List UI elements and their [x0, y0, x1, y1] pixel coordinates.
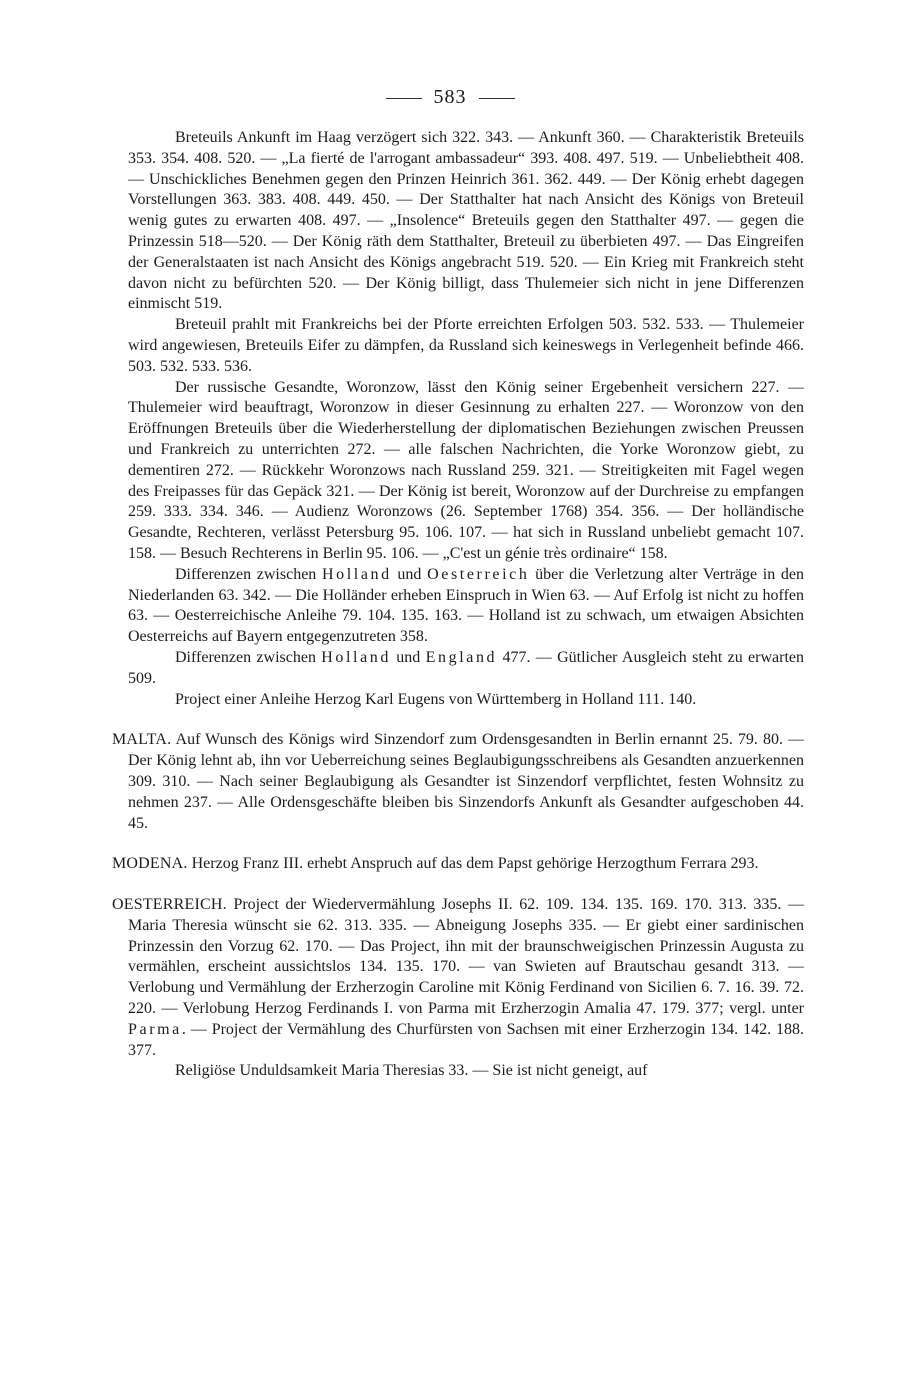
section-gap — [112, 834, 804, 854]
spaced-name: Oesterreich — [427, 565, 530, 583]
text-run: und — [391, 648, 426, 666]
index-text — [112, 128, 805, 1082]
section-gap — [112, 875, 804, 895]
header-rule-right — [479, 98, 515, 99]
text-run: Differenzen zwischen — [175, 648, 322, 666]
entry-heading: OESTERREICH. — [112, 896, 227, 914]
paragraph-breteuil-pforte: Breteuil prahlt mit Frankreichs bei der Pforte erreichten Erfolgen 503. 532. 533. — Thulemeier wird angewiesen, Breteuils Eifer zu dämpfen, da Russland sich keineswegs in Verlegenheit befinde 466. 503. 532. 533. 536. — [128, 316, 804, 375]
spaced-name: Holland — [321, 648, 391, 666]
paragraph-unduldsamkeit: Religiöse Unduldsamkeit Maria Theresias 33. — Sie ist nicht geneigt, auf — [175, 1062, 648, 1080]
header-rule-left — [386, 98, 422, 99]
entry-malta — [112, 730, 804, 834]
entry-text: . — Project der Vermählung des Churfürsten von Sachsen mit einer Erzherzogin 134. 142. 188. 377. — [128, 1020, 804, 1059]
entry-wrap — [112, 730, 804, 1061]
paragraph-woronzow: Der russische Gesandte, Woronzow, lässt den König seiner Ergebenheit versichern 227. — Thulemeier wird beauftragt, Woronzow in dieser Gesinnung zu erhalten 227. — Woronzow von den Eröffnungen Breteuils über die Wiederherstellung der diplomatischen Beziehungen zwischen Preussen und Frankreich zu unterrichten 272. — alle falschen Nachrichten, die Yorke Woronzow giebt, zu dementiren 272. — Rückkehr Woronzows nach Russland 259. 321. — Streitigkeiten mit Fagel wegen des Freipasses für das Gepäck 321. — Der König ist bereit, Woronzow auf der Durchreise zu empfangen 259. 333. 334. 346. — Audienz Woronzows (26. September 1768) 354. 356. — Der holländische Gesandte, Rechteren, verlässt Petersburg 95. 106. 107. — hat sich in Russland unbeliebt gemacht 107. 158. — Besuch Rechterens in Berlin 95. 106. — „C'est un génie très ordinaire“ 158. — [128, 378, 804, 562]
text-run: über die Verletzung alter Verträge in den Niederlanden 63. 342. — Die Holländer erheben Einspruch in Wien 63. — Auf Erfolg ist nicht zu hoffen 63. — Oesterreichische Anleihe 79. 104. 135. 163. — Holland ist zu schwach, um etwaigen Absichten Oesterreichs auf Bayern entgegenzutreten 358. — [128, 565, 805, 646]
entry-heading: MALTA. — [112, 731, 172, 749]
page-number: 583 — [433, 86, 467, 108]
text-run: Differenzen zwischen — [175, 565, 322, 583]
paragraph-holland-england — [128, 648, 804, 690]
paragraph-anleihe: Project einer Anleihe Herzog Karl Eugens von Württemberg in Holland 111. 140. — [175, 690, 697, 708]
page-header — [0, 86, 900, 109]
entry-modena — [112, 854, 804, 875]
spaced-name: England — [425, 648, 498, 666]
entry-heading: MODENA. — [112, 855, 188, 873]
text-run: 477. — Gütlicher Ausgleich steht zu erwarten 509. — [128, 648, 804, 687]
spaced-name: Parma — [128, 1020, 182, 1038]
section-gap — [128, 710, 804, 730]
paragraph-holland-oesterreich — [128, 565, 804, 648]
text-run: und — [391, 565, 428, 583]
entry-text: Auf Wunsch des Königs wird Sinzendorf zum Ordensgesandten in Berlin ernannt 25. 79. 80. — Der König lehnt ab, ihn vor Ueberreichung seines Beglaubigungsschreibens als Gesandten anzuerkennen 309. 310. — Nach seiner Beglaubigung als Gesandter ist Sinzendorf verpflichtet, festen Wohnsitz zu nehmen 237. — Alle Ordensgeschäfte bleiben bis Sinzendorfs Ankunft als Gesandter aufgeschoben 44. 45. — [128, 731, 804, 832]
paragraph-breteuil: Breteuils Ankunft im Haag verzögert sich 322. 343. — Ankunft 360. — Charakteristik Breteuils 353. 354. 408. 520. — „La fierté de l'arrogant ambassadeur“ 393. 408. 497. 519. — Unbeliebtheit 408. — Unschickliches Benehmen gegen den Prinzen Heinrich 361. 362. 449. — Der König erhebt dagegen Vorstellungen 363. 383. 408. 449. 450. — Der Statthalter hat nach Ansicht des Königs von Breteuil wenig gutes zu erwarten 408. 497. — „Insolence“ Breteuils gegen den Statthalter 497. — gegen die Prinzessin 518—520. — Der König räth dem Statthalter, Breteuil zu überbieten 497. — Das Eingreifen der Generalstaaten ist nach Ansicht des Königs angebracht 519. 520. — Ein Krieg mit Frankreich steht davon nicht zu befürchten 520. — Der König billigt, dass Thulemeier sich nicht in jene Differenzen einmischt 519. — [128, 129, 804, 313]
entry-text: Project der Wiedervermählung Josephs II. 62. 109. 134. 135. 169. 170. 313. 335. — Maria Theresia wünscht sie 62. 313. 335. — Abneigung Josephs 335. — Er giebt einer sardinischen Prinzessin den Vorzug 62. 170. — Das Project, ihn mit der braunschweigischen Prinzessin Augusta zu vermählen, erscheint aussichtslos 134. 135. 170. — van Swieten auf Brautschau gesandt 313. — Verlobung und Vermählung der Erzherzogin Caroline mit König Ferdinand von Sicilien 6. 7. 16. 39. 72. 220. — Verlobung Herzog Ferdinands I. von Parma mit Erzherzogin Amalia 47. 179. 377; vergl. unter — [128, 896, 804, 1018]
entry-text: Herzog Franz III. erhebt Anspruch auf das dem Papst gehörige Herzogthum Ferrara 293. — [187, 855, 759, 873]
entry-oesterreich — [112, 895, 804, 1061]
spaced-name: Holland — [321, 565, 392, 583]
